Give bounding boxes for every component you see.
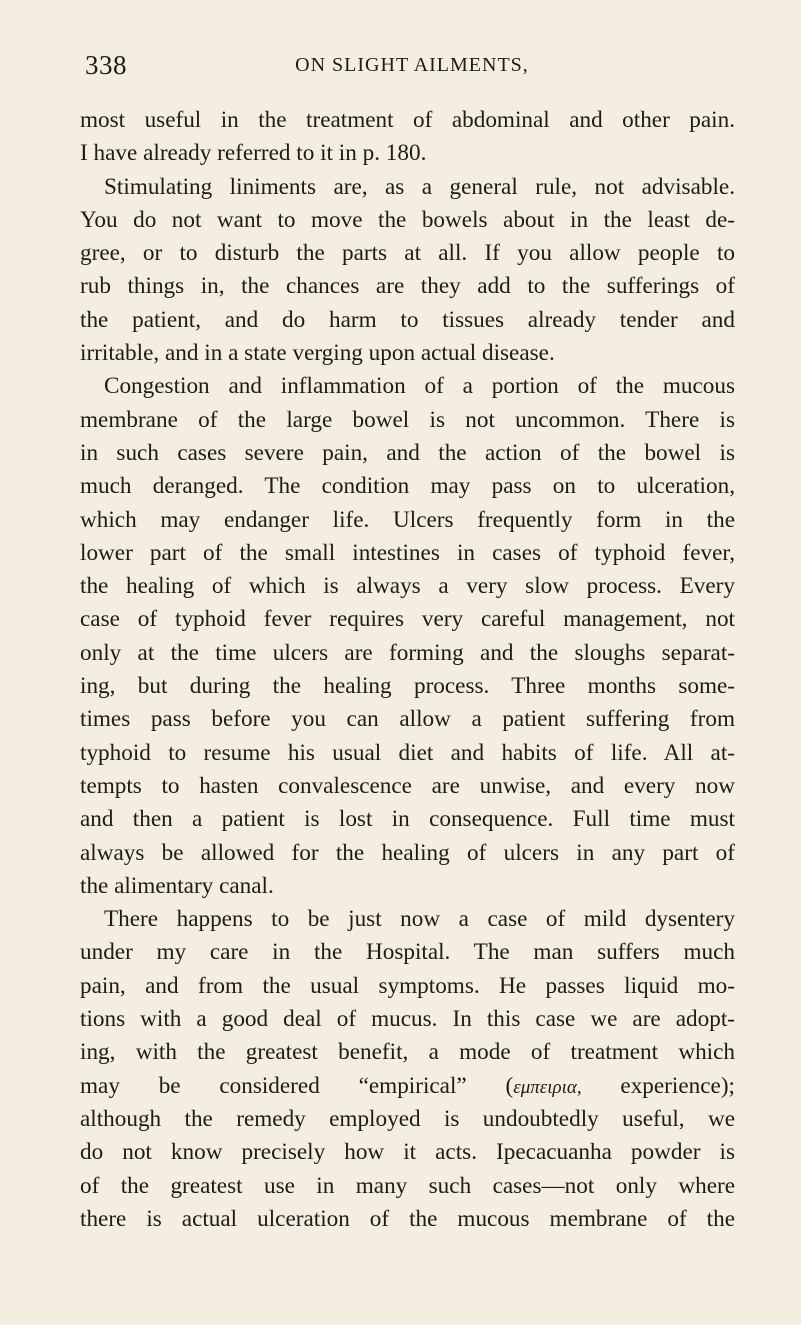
text-line: lower part of the small intestines in cases of typhoid fever, xyxy=(80,539,735,566)
text-line: and then a patient is lost in consequence. Full time must xyxy=(80,806,735,833)
text-line: membrane of the large bowel is not uncommon. There is xyxy=(80,406,735,433)
page-number: 338 xyxy=(85,50,127,80)
text-line: only at the time ulcers are forming and the sloughs separat- xyxy=(80,639,735,666)
text-line: of the greatest use in many such cases—not only where xyxy=(80,1172,735,1199)
text-line: most useful in the treatment of abdominal and other pain. xyxy=(80,107,735,133)
text-line: typhoid to resume his usual diet and habits of life. All at- xyxy=(80,739,735,766)
text-line: Stimulating liniments are, as a general rule, not advisable. xyxy=(104,173,735,200)
text-line: times pass before you can allow a patient suffering from xyxy=(80,706,735,733)
text-line: There happens to be just now a case of mild dysentery xyxy=(104,906,735,933)
text-line: tempts to hasten convalescence are unwise, and every now xyxy=(80,772,735,799)
text-segment: may be considered “empirical” ( xyxy=(80,1072,514,1099)
text-segment: experience); xyxy=(581,1072,735,1099)
text-line: Congestion and inflammation of a portion of the mucous xyxy=(104,373,735,400)
page-header xyxy=(75,50,749,82)
text-line: You do not want to move the bowels about in the least de- xyxy=(80,206,735,233)
text-line: pain, and from the usual symptoms. He passes liquid mo- xyxy=(80,972,735,999)
text-line: the alimentary canal. xyxy=(80,872,274,899)
text-line: in such cases severe pain, and the action of the bowel is xyxy=(80,439,735,466)
text-line: much deranged. The condition may pass on to ulceration, xyxy=(80,473,735,500)
running-head: ON SLIGHT AILMENTS, xyxy=(295,54,529,76)
body-text xyxy=(80,104,735,1236)
greek-word: εμπειρια, xyxy=(513,1076,582,1098)
text-line: do not know precisely how it acts. Ipecacuanha powder is xyxy=(80,1139,735,1166)
text-line: case of typhoid fever requires very careful management, not xyxy=(80,606,735,633)
text-line: there is actual ulceration of the mucous membrane of the xyxy=(80,1205,735,1232)
text-line: irritable, and in a state verging upon actual disease. xyxy=(80,340,555,367)
text-line: tions with a good deal of mucus. In this case we are adopt- xyxy=(80,1006,735,1033)
text-line: the patient, and do harm to tissues already tender and xyxy=(80,306,735,333)
text-line: I have already referred to it in p. 180. xyxy=(80,140,427,167)
text-line: although the remedy employed is undoubtedly useful, we xyxy=(80,1105,735,1132)
text-line: ing, but during the healing process. Three months some- xyxy=(80,673,735,700)
text-line: the healing of which is always a very slow process. Every xyxy=(80,573,735,600)
text-line: which may endanger life. Ulcers frequently form in the xyxy=(80,506,735,533)
text-line: under my care in the Hospital. The man suffers much xyxy=(80,939,735,966)
text-line: gree, or to disturb the parts at all. If you allow people to xyxy=(80,240,735,267)
text-line-with-greek xyxy=(80,1070,735,1103)
text-line: rub things in, the chances are they add to the sufferings of xyxy=(80,273,735,300)
text-line: always be allowed for the healing of ulcers in any part of xyxy=(80,839,735,866)
text-line: ing, with the greatest benefit, a mode of treatment which xyxy=(80,1039,735,1066)
